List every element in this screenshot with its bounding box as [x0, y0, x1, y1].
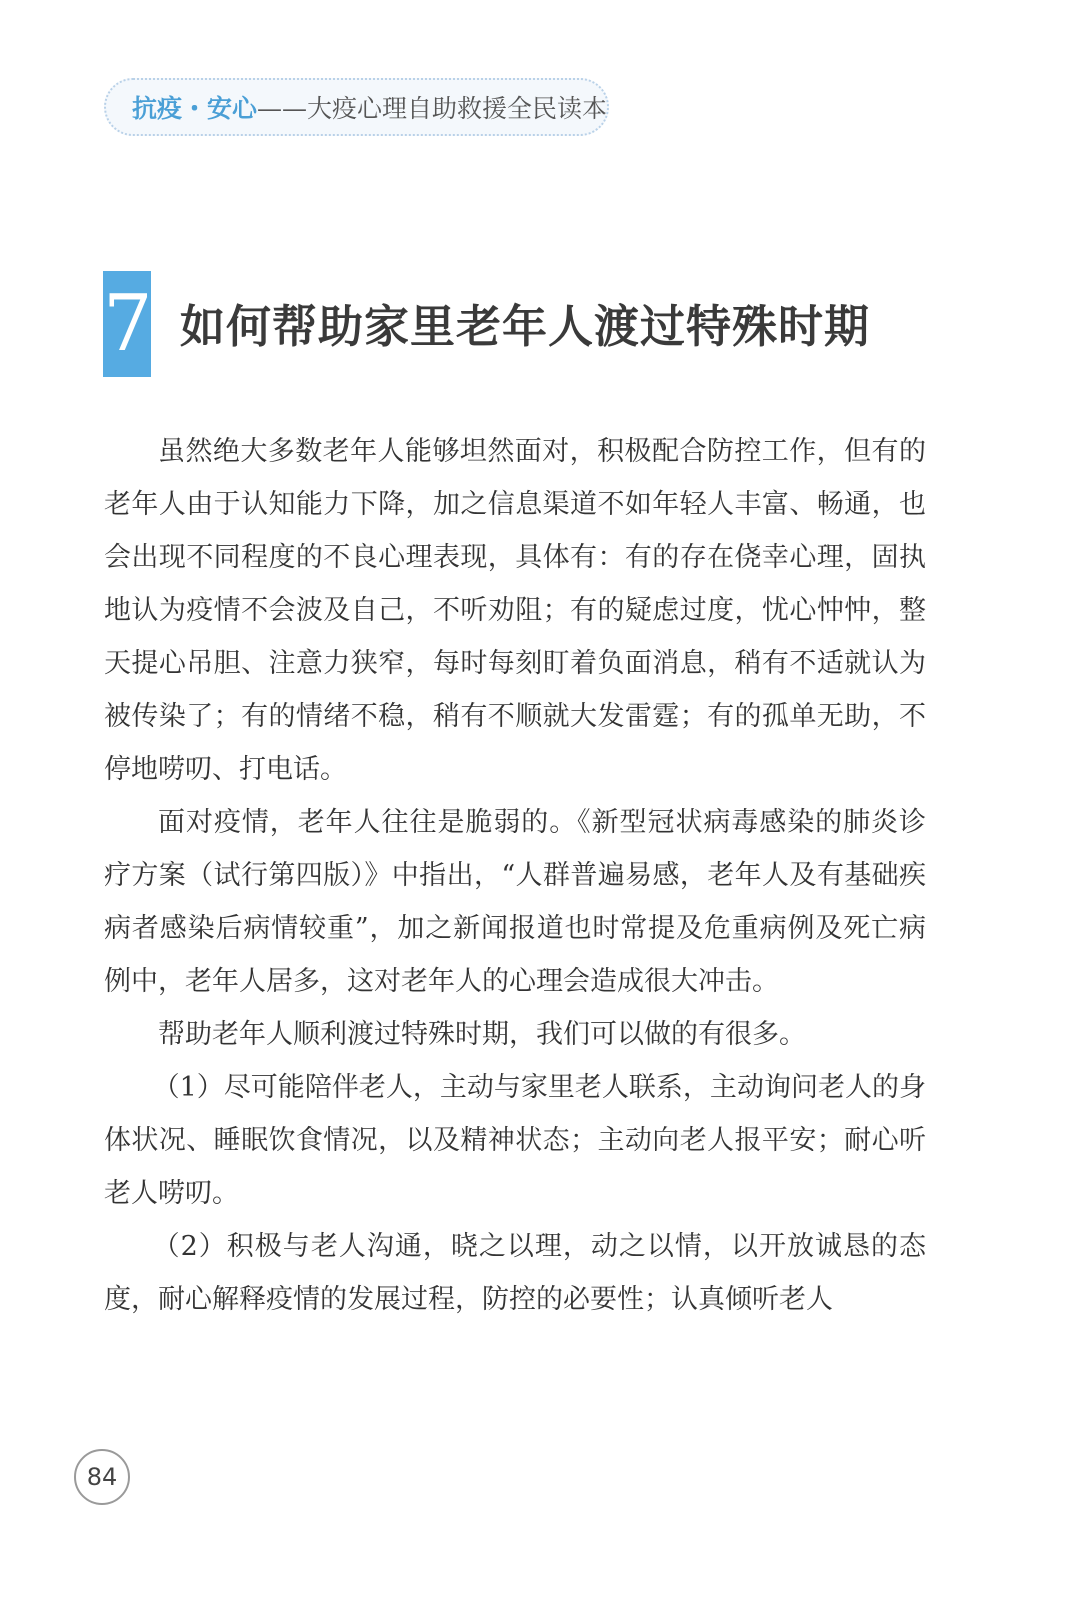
- list-item-1: （1）尽可能陪伴老人，主动与家里老人联系，主动询问老人的身体状况、睡眠饮食情况，以及精神状态；主动向老人报平安；耐心听老人唠叨。: [104, 1072, 926, 1209]
- paragraph-1: 虽然绝大多数老年人能够坦然面对，积极配合防控工作，但有的老年人由于认知能力下降，加之信息渠道不如年轻人丰富、畅通，也会出现不同程度的不良心理表现，具体有：有的存在侥幸心理，固执地认为疫情不会波及自己，不听劝阻；有的疑虑过度，忧心忡忡，整天提心吊胆、注意力狭窄，每时每刻盯着负面消息，稍有不适就认为被传染了；有的情绪不稳，稍有不顺就大发雷霆；有的孤单无助，不停地唠叨、打电话。: [104, 436, 926, 785]
- chapter-title: 如何帮助家里老年人渡过特殊时期: [180, 300, 871, 353]
- header-book-title: ——大疫心理自助救援全民读本: [257, 94, 608, 123]
- paragraph-2: 面对疫情，老年人往往是脆弱的。《新型冠状病毒感染的肺炎诊疗方案（试行第四版）》中指出，“人群普遍易感，老年人及有基础疾病者感染后病情较重”，加之新闻报道也时常提及危重病例及死亡病例中，老年人居多，这对老年人的心理会造成很大冲击。: [104, 807, 926, 997]
- running-header: [104, 78, 609, 136]
- body-text: [104, 425, 926, 1326]
- header-series-name: 抗疫・安心: [132, 94, 258, 123]
- paragraph-3: 帮助老年人顺利渡过特殊时期，我们可以做的有很多。: [158, 1019, 806, 1050]
- list-item-2: （2）积极与老人沟通，晓之以理，动之以情，以开放诚恳的态度，耐心解释疫情的发展过程，防控的必要性；认真倾听老人: [104, 1231, 926, 1315]
- chapter-number: 7: [103, 271, 151, 377]
- page-number: 84: [74, 1449, 130, 1505]
